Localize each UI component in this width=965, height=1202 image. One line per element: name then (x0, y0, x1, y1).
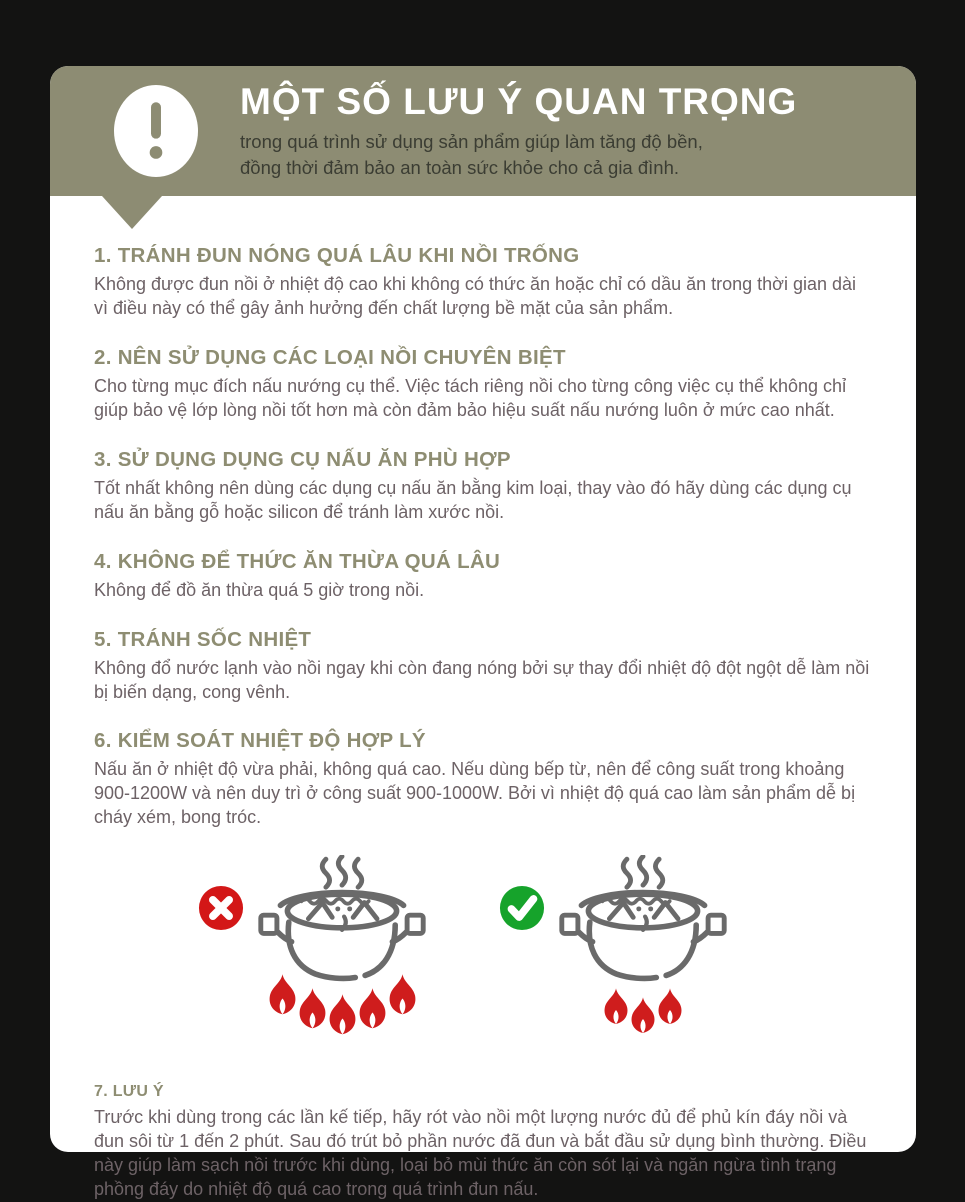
speech-pointer (102, 196, 162, 229)
note-body-5: Không đổ nước lạnh vào nồi ngay khi còn đang nóng bởi sự thay đổi nhiệt độ đột ngột dễ làm nồi bị biến dạng, cong vênh. (94, 657, 870, 702)
exclamation-icon (114, 85, 198, 177)
note-section-2 (94, 346, 872, 423)
note-title-5: 5. TRÁNH SỐC NHIỆT (94, 627, 312, 651)
pot-icon (545, 855, 741, 995)
flame-icon (359, 987, 386, 1029)
flames-wrong (244, 973, 440, 1015)
notes-list (50, 196, 916, 1202)
heat-comparison-illustration (94, 855, 872, 1055)
note-title-6: 6. KIỂM SOÁT NHIỆT ĐỘ HỢP LÝ (94, 729, 426, 753)
flames-right (545, 987, 741, 1025)
note-title-4: 4. KHÔNG ĐỂ THỨC ĂN THỪA QUÁ LÂU (94, 549, 501, 573)
note-body-1: Không được đun nồi ở nhiệt độ cao khi không có thức ăn hoặc chỉ có dầu ăn trong thời gian dài vì điều này có thể gây ảnh hưởng đến chất lượng bề mặt của sản phẩm. (94, 274, 857, 318)
subtitle-line-1: trong quá trình sử dụng sản phẩm giúp làm tăng độ bền, (240, 131, 703, 153)
flame-icon (269, 973, 296, 1015)
flame-icon (389, 973, 416, 1015)
flame-icon (604, 987, 628, 1025)
note-section-7 (94, 1083, 872, 1202)
subtitle-line-2: đồng thời đảm bảo an toàn sức khỏe cho cả gia đình. (240, 157, 680, 179)
header-banner (50, 66, 916, 196)
note-section-1 (94, 244, 872, 321)
flame-icon (299, 987, 326, 1029)
flame-icon (658, 987, 682, 1025)
page-subtitle (240, 129, 797, 182)
note-title-3: 3. SỬ DỤNG DỤNG CỤ NẤU ĂN PHÙ HỢP (94, 447, 511, 471)
header-text (240, 80, 797, 181)
note-title-2: 2. NÊN SỬ DỤNG CÁC LOẠI NỒI CHUYÊN BIỆT (94, 345, 566, 369)
note-section-5 (94, 628, 872, 705)
notice-card (50, 66, 916, 1200)
pot-right (545, 855, 741, 995)
note-title-1: 1. TRÁNH ĐUN NÓNG QUÁ LÂU KHI NỒI TRỐNG (94, 244, 580, 267)
note-body-3: Tốt nhất không nên dùng các dụng cụ nấu ăn bằng kim loại, thay vào đó hãy dùng các dụng cụ nấu ăn bằng gỗ hoặc silicon để tránh làm xước nồi. (94, 477, 852, 522)
x-circle-icon (198, 885, 244, 931)
note-body-6: Nấu ăn ở nhiệt độ vừa phải, không quá cao. Nếu dùng bếp từ, nên để công suất trong khoảng 900-1200W và nên duy trì ở công suất 900-1000W. Bởi vì nhiệt độ quá cao làm sản phẩm dễ bị cháy xém, bong tróc. (94, 759, 856, 828)
check-circle-icon (499, 885, 545, 931)
note-section-3 (94, 448, 872, 525)
flame-icon (329, 993, 356, 1035)
note-body-4: Không để đồ ăn thừa quá 5 giờ trong nồi. (94, 579, 425, 600)
note-body-2: Cho từng mục đích nấu nướng cụ thể. Việc tách riêng nồi cho từng công việc cụ thể không chỉ giúp bảo vệ lớp lòng nồi tốt hơn mà còn đảm bảo hiệu suất nấu nướng luôn ở mức cao nhất. (94, 375, 847, 420)
page-title: MỘT SỐ LƯU Ý QUAN TRỌNG (240, 81, 798, 123)
note-section-6 (94, 729, 872, 830)
note-body-7: Trước khi dùng trong các lần kế tiếp, hãy rót vào nồi một lượng nước đủ để phủ kín đáy nồi và đun sôi từ 1 đến 2 phút. Sau đó trút bỏ phần nước đã đun và bắt đầu sử dụng bình thường. Điều này giúp làm sạch nồi trước khi dùng, loại bỏ mùi thức ăn còn sót lại và ngăn ngừa tình trạng phồng đáy do nhiệt độ quá cao trong quá trình đun nấu. (94, 1107, 867, 1200)
note-section-4 (94, 550, 872, 603)
note-title-7: 7. LƯU Ý (94, 1083, 164, 1101)
flame-icon (631, 996, 655, 1034)
